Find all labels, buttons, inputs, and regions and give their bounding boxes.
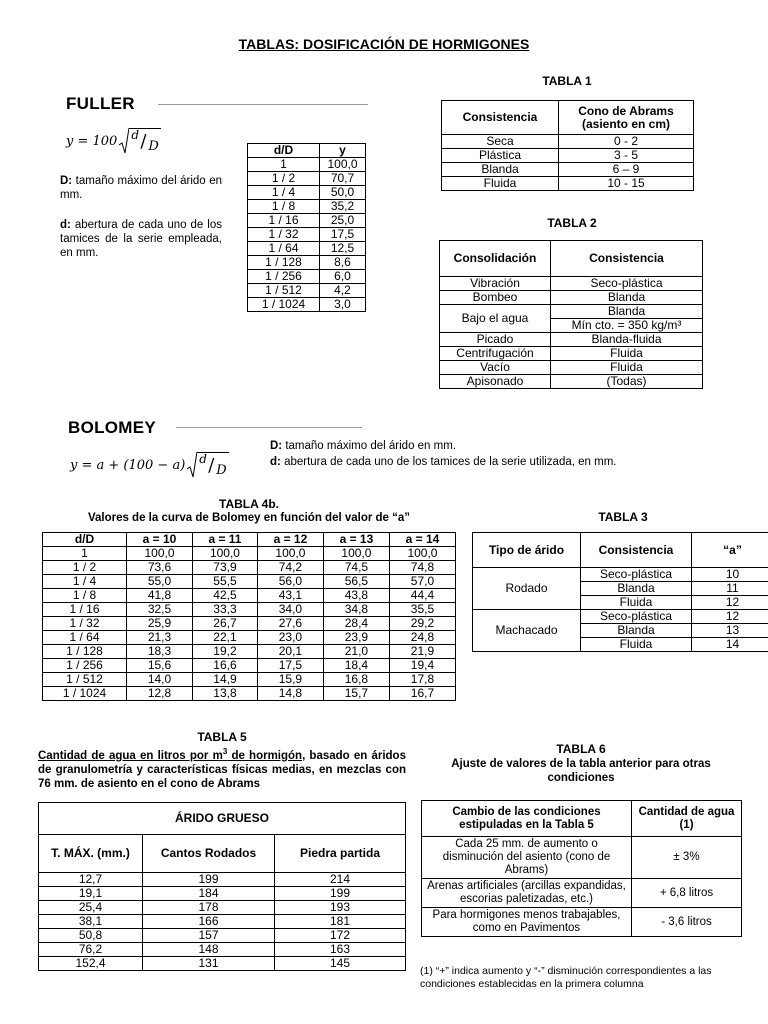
tabla1-col-header: Cono de Abrams (asiento en cm) (559, 101, 694, 135)
fuller-col-header: y (320, 144, 366, 158)
table-cell: 19,2 (193, 645, 258, 659)
table-row (39, 887, 406, 901)
table-cell: 43,8 (323, 589, 389, 603)
table-row (248, 228, 366, 242)
table-row (39, 957, 406, 971)
tabla6-title: TABLA 6 (556, 742, 606, 756)
table-cell: Seco-plástica (551, 277, 703, 291)
tabla2-table (439, 240, 703, 389)
table-row (422, 879, 742, 908)
tabla5-col-header: Cantos Rodados (143, 835, 275, 873)
tabla5-title: TABLA 5 (197, 730, 247, 744)
table-row (39, 901, 406, 915)
table-cell: Vacío (440, 361, 551, 375)
table-cell: 1 / 64 (43, 631, 127, 645)
table-cell: 199 (275, 887, 406, 901)
table-cell: 28,4 (323, 617, 389, 631)
table-cell: 1 / 1024 (248, 298, 320, 312)
table-cell: Seco-plástica (581, 568, 692, 582)
table-row (43, 561, 456, 575)
table-cell: 6 – 9 (559, 163, 694, 177)
table-cell: 32,5 (127, 603, 193, 617)
table-cell: 34,0 (257, 603, 323, 617)
tabla3-col-header: Consistencia (581, 533, 692, 568)
table-cell: 25,4 (39, 901, 143, 915)
table-cell: 18,4 (323, 659, 389, 673)
table-row (442, 149, 694, 163)
table-cell: 27,6 (257, 617, 323, 631)
table-cell: 56,0 (257, 575, 323, 589)
table-cell: 163 (275, 943, 406, 957)
table-cell: 1 (43, 547, 127, 561)
table-row (440, 375, 703, 389)
table-cell: 21,3 (127, 631, 193, 645)
tabla1-title: TABLA 1 (542, 74, 592, 88)
table-cell: 1 / 16 (43, 603, 127, 617)
fuller-formula-text: y = 100 (66, 133, 118, 149)
table-cell: 15,7 (323, 687, 389, 701)
table-row (440, 347, 703, 361)
fuller-frac-den: D (148, 139, 159, 154)
table-cell: 145 (275, 957, 406, 971)
bolomey-frac-num: d (199, 452, 207, 466)
tabla2-title: TABLA 2 (547, 216, 597, 230)
table-cell: 1 / 128 (248, 256, 320, 270)
table-row (422, 908, 742, 937)
table-cell: 178 (143, 901, 275, 915)
table-cell: Blanda (581, 582, 692, 596)
table-cell: 56,5 (323, 575, 389, 589)
tabla6-footnote: (1) “+” indica aumento y “-” disminución correspondientes a las condiciones establecidas en la primera columna (420, 965, 712, 990)
table-header-cell: a = 12 (257, 533, 323, 547)
table-cell: 22,1 (193, 631, 258, 645)
table-row (442, 135, 694, 149)
table-cell: 199 (143, 873, 275, 887)
table-cell: 15,9 (257, 673, 323, 687)
table-cell: Picado (440, 333, 551, 347)
table-cell: Arenas artificiales (arcillas expandidas, escorias paletizadas, etc.) (422, 879, 632, 908)
table-cell: 24,8 (389, 631, 455, 645)
table-cell: 3,0 (320, 298, 366, 312)
fraction-slash-icon: / (140, 131, 147, 152)
table-cell: 1 / 128 (43, 645, 127, 659)
bolomey-desc-D: D: tamaño máximo del árido en mm. (270, 440, 456, 452)
table-cell: 73,9 (193, 561, 258, 575)
table-cell: 100,0 (127, 547, 193, 561)
table-row (248, 284, 366, 298)
fuller-heading: FULLER (66, 94, 135, 113)
table-row (43, 589, 456, 603)
table-row (248, 256, 366, 270)
bolomey-heading-rule (176, 427, 362, 428)
table-cell: 19,4 (389, 659, 455, 673)
table-row (422, 837, 742, 879)
tabla3-title: TABLA 3 (598, 510, 648, 524)
table-cell: Bajo el agua (440, 305, 551, 333)
table-cell: 12 (692, 610, 768, 624)
table-row (39, 929, 406, 943)
table-row (43, 547, 456, 561)
table-cell: 16,8 (323, 673, 389, 687)
table-row (43, 645, 456, 659)
table-header-cell: a = 14 (389, 533, 455, 547)
fuller-heading-rule (158, 104, 368, 105)
table-cell: (Todas) (551, 375, 703, 389)
table-header-cell: a = 13 (323, 533, 389, 547)
table-cell: 41,8 (127, 589, 193, 603)
tabla3-col-header: “a” (692, 533, 768, 568)
table-row (248, 242, 366, 256)
table-row (248, 200, 366, 214)
table-cell: Blanda (442, 163, 559, 177)
table-header-cell: d/D (43, 533, 127, 547)
table-cell: 14,9 (193, 673, 258, 687)
table-cell: 1 (248, 158, 320, 172)
table-cell: Centrifugación (440, 347, 551, 361)
table-cell: 166 (143, 915, 275, 929)
table-row (440, 333, 703, 347)
table-cell: 100,0 (323, 547, 389, 561)
tabla6-subtitle: Ajuste de valores de la tabla anterior para otras condiciones (451, 758, 711, 784)
sqrt-icon (187, 452, 197, 478)
table-row (248, 158, 366, 172)
fuller-col-header: d/D (248, 144, 320, 158)
tabla4b-subtitle: Valores de la curva de Bolomey en función del valor de “a” (87, 512, 411, 524)
tabla3-col-header: Tipo de árido (473, 533, 581, 568)
table-cell: 34,8 (323, 603, 389, 617)
tabla6-table (421, 800, 742, 937)
table-cell: 26,7 (193, 617, 258, 631)
table-cell: Blanda (551, 291, 703, 305)
tabla5-caption: Cantidad de agua en litros por $m^3$ de hormigón, basado en áridos de granulometría y características físicas medias, en mezclas con 76 mm. de asiento en el cono de Abrams (38, 747, 406, 790)
table-cell: 23,9 (323, 631, 389, 645)
tabla5-table (38, 802, 406, 971)
table-cell: 35,2 (320, 200, 366, 214)
table-cell: 43,1 (257, 589, 323, 603)
tabla4b-title: TABLA 4b. (219, 497, 279, 511)
tabla2-col-header: Consolidación (440, 241, 551, 277)
tabla6-col-header: Cantidad de agua (1) (632, 801, 742, 837)
fuller-frac-num: d (131, 128, 140, 142)
table-row (39, 873, 406, 887)
table-cell: 23,0 (257, 631, 323, 645)
table-cell: 148 (143, 943, 275, 957)
page-title: TABLAS: DOSIFICACIÓN DE HORMIGONES (238, 36, 530, 52)
table-cell: 100,0 (257, 547, 323, 561)
table-cell: Bombeo (440, 291, 551, 305)
table-cell: Fluida (442, 177, 559, 191)
table-cell: 4,2 (320, 284, 366, 298)
table-cell: 172 (275, 929, 406, 943)
fuller-desc-D: D: tamaño máximo del árido en mm. (60, 175, 222, 201)
table-cell: Blanda (551, 305, 703, 319)
table-header-cell: a = 11 (193, 533, 258, 547)
table-cell: 184 (143, 887, 275, 901)
table-row (43, 673, 456, 687)
table-cell: Blanda-fluida (551, 333, 703, 347)
table-row (442, 177, 694, 191)
table-cell: 16,6 (193, 659, 258, 673)
table-cell: 16,7 (389, 687, 455, 701)
table-row (43, 617, 456, 631)
table-cell: 100,0 (320, 158, 366, 172)
table-cell: 33,3 (193, 603, 258, 617)
table-cell: 21,0 (323, 645, 389, 659)
fuller-desc-d: d: abertura de cada uno de los tamices de la serie empleada, en mm. (60, 219, 222, 259)
table-cell: Fluida (581, 638, 692, 652)
table-cell: 50,0 (320, 186, 366, 200)
table-cell: 12,5 (320, 242, 366, 256)
table-cell: 6,0 (320, 270, 366, 284)
table-row (43, 603, 456, 617)
table-cell: 193 (275, 901, 406, 915)
table-cell: 1 / 1024 (43, 687, 127, 701)
tabla4b-table (42, 532, 456, 701)
fuller-table (247, 143, 366, 312)
table-cell: 50,8 (39, 929, 143, 943)
table-cell: 74,8 (389, 561, 455, 575)
table-cell: Machacado (473, 610, 581, 652)
tabla1-col-header: Consistencia (442, 101, 559, 135)
table-cell: 13 (692, 624, 768, 638)
table-row (43, 659, 456, 673)
table-cell: 1 / 512 (248, 284, 320, 298)
table-cell: 1 / 8 (248, 200, 320, 214)
table-cell: 55,5 (193, 575, 258, 589)
table-cell: 15,6 (127, 659, 193, 673)
table-row (248, 214, 366, 228)
table-cell: 17,5 (257, 659, 323, 673)
table-cell: 19,1 (39, 887, 143, 901)
table-cell: 10 (692, 568, 768, 582)
table-cell: 14,0 (127, 673, 193, 687)
table-cell: Seca (442, 135, 559, 149)
table-cell: 100,0 (389, 547, 455, 561)
fuller-formula (66, 128, 161, 154)
table-cell: 214 (275, 873, 406, 887)
table-cell: Rodado (473, 568, 581, 610)
table-cell: 1 / 2 (248, 172, 320, 186)
table-cell: Cada 25 mm. de aumento o disminución del asiento (cono de Abrams) (422, 837, 632, 879)
table-cell: Mín cto. = 350 kg/m³ (551, 319, 703, 333)
table-cell: 3 - 5 (559, 149, 694, 163)
table-cell: 157 (143, 929, 275, 943)
table-cell: 100,0 (193, 547, 258, 561)
table-cell: 25,9 (127, 617, 193, 631)
table-cell: 131 (143, 957, 275, 971)
table-cell: 12 (692, 596, 768, 610)
table-row (43, 575, 456, 589)
table-cell: Fluida (581, 596, 692, 610)
table-cell: 181 (275, 915, 406, 929)
table-row (442, 163, 694, 177)
table-cell: 11 (692, 582, 768, 596)
table-cell: 44,4 (389, 589, 455, 603)
table-row (43, 631, 456, 645)
bolomey-formula-text: y = a + (100 − a) (70, 457, 186, 473)
table-cell: 17,5 (320, 228, 366, 242)
table-cell: 42,5 (193, 589, 258, 603)
table-cell: 1 / 2 (43, 561, 127, 575)
tabla6-col-header: Cambio de las condiciones estipuladas en la Tabla 5 (422, 801, 632, 837)
fraction-slash-icon: / (208, 455, 215, 476)
table-cell: Fluida (551, 361, 703, 375)
table-cell: 74,2 (257, 561, 323, 575)
table-cell: 18,3 (127, 645, 193, 659)
table-cell: 1 / 4 (43, 575, 127, 589)
table-cell: 57,0 (389, 575, 455, 589)
table-cell: 55,0 (127, 575, 193, 589)
table-cell: 14,8 (257, 687, 323, 701)
table-row (248, 270, 366, 284)
tabla5-col-header: T. MÁX. (mm.) (39, 835, 143, 873)
table-cell: 1 / 256 (43, 659, 127, 673)
table-cell: Plástica (442, 149, 559, 163)
table-cell: Para hormigones menos trabajables, como en Pavimentos (422, 908, 632, 937)
table-cell: 21,9 (389, 645, 455, 659)
table-cell: 1 / 4 (248, 186, 320, 200)
table-cell: 35,5 (389, 603, 455, 617)
table-cell: 1 / 16 (248, 214, 320, 228)
table-cell: 13,8 (193, 687, 258, 701)
table-cell: 38,1 (39, 915, 143, 929)
table-cell: + 6,8 litros (632, 879, 742, 908)
sqrt-icon (119, 128, 129, 154)
table-row (440, 361, 703, 375)
table-cell: Fluida (551, 347, 703, 361)
tabla3-table (472, 532, 768, 652)
table-cell: 29,2 (389, 617, 455, 631)
bolomey-frac-den: D (216, 463, 227, 478)
table-cell: 14 (692, 638, 768, 652)
table-cell: 10 - 15 (559, 177, 694, 191)
tabla5-col-header: Piedra partida (275, 835, 406, 873)
tabla2-col-header: Consistencia (551, 241, 703, 277)
bolomey-desc-d: d: abertura de cada uno de los tamices de la serie utilizada, en mm. (270, 456, 617, 468)
table-cell: 1 / 256 (248, 270, 320, 284)
table-row (39, 915, 406, 929)
table-cell: 20,1 (257, 645, 323, 659)
table-cell: 0 - 2 (559, 135, 694, 149)
bolomey-formula (70, 452, 229, 478)
table-cell: 74,5 (323, 561, 389, 575)
table-cell: - 3,6 litros (632, 908, 742, 937)
table-row (248, 186, 366, 200)
table-cell: 152,4 (39, 957, 143, 971)
table-cell: 25,0 (320, 214, 366, 228)
table-cell: 1 / 32 (43, 617, 127, 631)
table-row (43, 687, 456, 701)
table-header-cell: a = 10 (127, 533, 193, 547)
tabla1-table (441, 100, 694, 191)
table-cell: 70,7 (320, 172, 366, 186)
table-row (248, 298, 366, 312)
table-cell: 1 / 512 (43, 673, 127, 687)
table-cell: ± 3% (632, 837, 742, 879)
table-cell: 12,7 (39, 873, 143, 887)
table-cell: 12,8 (127, 687, 193, 701)
table-cell: 8,6 (320, 256, 366, 270)
table-cell: Blanda (581, 624, 692, 638)
table-row (248, 172, 366, 186)
table-cell: 17,8 (389, 673, 455, 687)
table-cell: 73,6 (127, 561, 193, 575)
table-row (39, 943, 406, 957)
tabla5-group-header: ÁRIDO GRUESO (39, 803, 406, 835)
bolomey-heading: BOLOMEY (68, 418, 157, 437)
table-cell: 1 / 8 (43, 589, 127, 603)
table-cell: 1 / 64 (248, 242, 320, 256)
table-cell: Apisonado (440, 375, 551, 389)
table-cell: 1 / 32 (248, 228, 320, 242)
table-cell: Vibración (440, 277, 551, 291)
table-cell: 76,2 (39, 943, 143, 957)
table-cell: Seco-plástica (581, 610, 692, 624)
